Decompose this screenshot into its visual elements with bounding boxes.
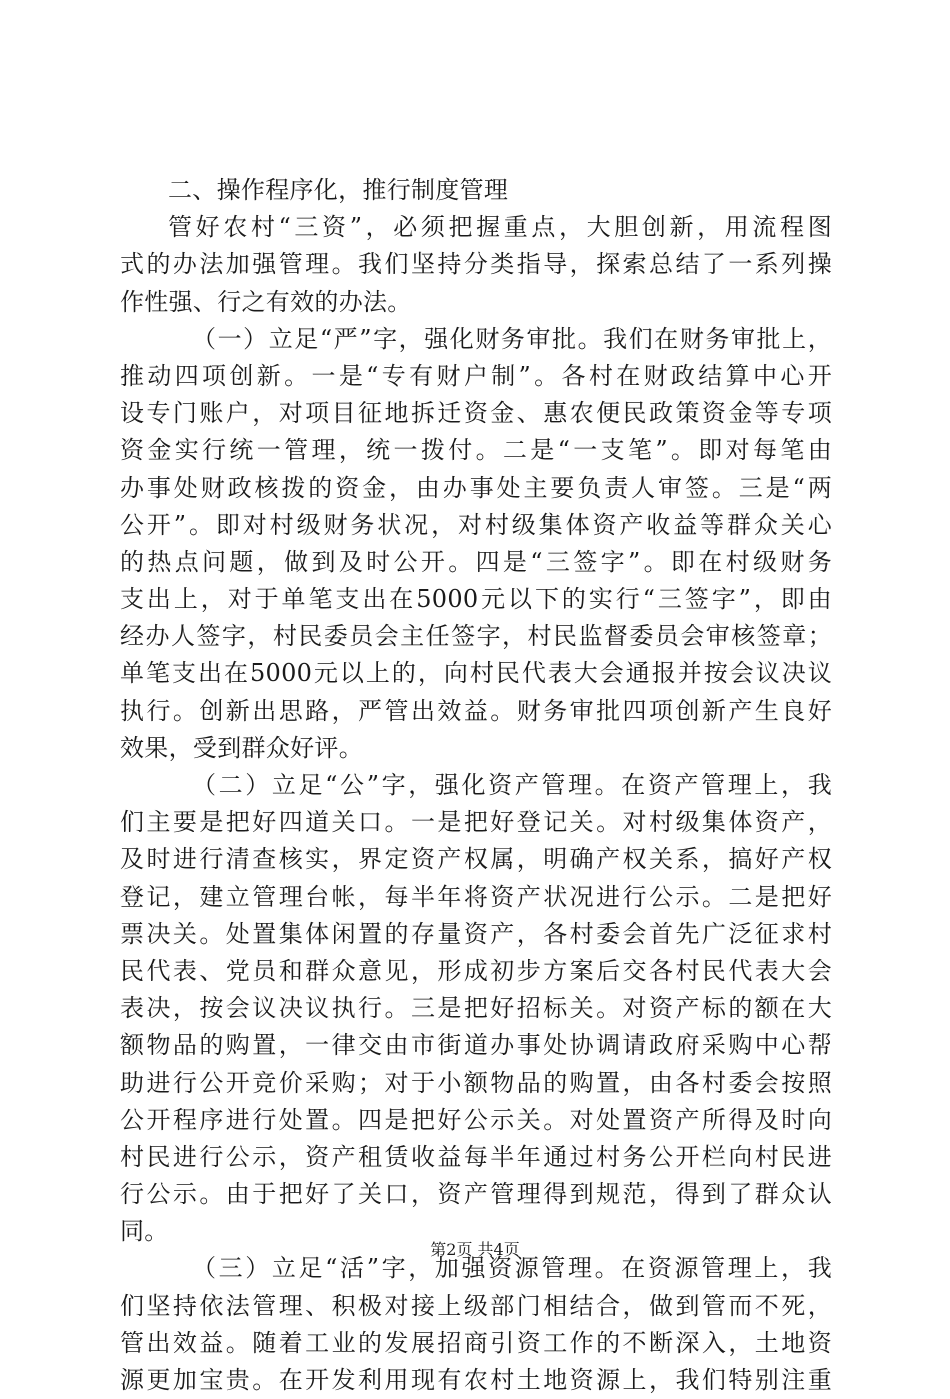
section-heading: 二、操作程序化，推行制度管理 [168, 176, 509, 204]
text-line: 及时进行清查核实，界定资产权属，明确产权关系，搞好产权 [120, 845, 832, 874]
text-line: 资金实行统一管理，统一拨付。二是“一支笔”。即对每笔由 [120, 436, 832, 465]
text-line: （一）立足“严”字，强化财务审批。我们在财务审批上， [192, 324, 832, 353]
text-line: 式的办法加强管理。我们坚持分类指导，探索总结了一系列操 [120, 250, 832, 279]
text-line: 公开程序进行处置。四是把好公示关。对处置资产所得及时向 [120, 1105, 832, 1134]
text-line: 效果，受到群众好评。 [120, 733, 363, 762]
text-line: 设专门账户，对项目征地拆迁资金、惠农便民政策资金等专项 [120, 399, 832, 428]
text-line: 推动四项创新。一是“专有财户制”。各村在财政结算中心开 [120, 361, 832, 390]
text-line: 源更加宝贵。在开发利用现有农村土地资源上，我们特别注重 [120, 1366, 832, 1394]
text-line: 们主要是把好四道关口。一是把好登记关。对村级集体资产， [120, 808, 832, 837]
text-line: 同。 [120, 1217, 169, 1246]
text-line: 办事处财政核拨的资金，由办事处主要负责人审签。三是“两 [120, 473, 832, 502]
text-line: 票决关。处置集体闲置的存量资产，各村委会首先广泛征求村 [120, 919, 832, 948]
text-line: 经办人签字，村民委员会主任签字，村民监督委员会审核签章； [120, 622, 832, 651]
page-number-footer: 第2页 共4页 [430, 1240, 520, 1259]
text-line: （二）立足“公”字，强化资产管理。在资产管理上，我 [192, 771, 832, 799]
text-line: 额物品的购置，一律交由市街道办事处协调请政府采购中心帮 [120, 1031, 832, 1060]
text-line: 民代表、党员和群众意见，形成初步方案后交各村民代表大会 [120, 956, 832, 985]
text-line: 支出上，对于单笔支出在5000元以下的实行“三签字”，即由 [120, 585, 832, 614]
text-line: 助进行公开竞价采购；对于小额物品的购置，由各村委会按照 [120, 1068, 832, 1097]
text-line: 表决，按会议决议执行。三是把好招标关。对资产标的额在大 [120, 994, 832, 1023]
text-line: 管出效益。随着工业的发展招商引资工作的不断深入，土地资 [120, 1328, 832, 1357]
text-line: 登记，建立管理台帐，每半年将资产状况进行公示。二是把好 [120, 882, 832, 911]
text-line: 执行。创新出思路，严管出效益。财务审批四项创新产生良好 [120, 696, 832, 725]
text-line: 管好农村“三资”，必须把握重点，大胆创新，用流程图 [168, 213, 832, 242]
text-line: 公开”。即对村级财务状况，对村级集体资产收益等群众关心 [120, 510, 832, 539]
text-line: 行公示。由于把好了关口，资产管理得到规范，得到了群众认 [120, 1180, 832, 1209]
text-line: 的热点问题，做到及时公开。四是“三签字”。即在村级财务 [120, 547, 832, 576]
text-line: 们坚持依法管理、积极对接上级部门相结合，做到管而不死， [120, 1291, 832, 1320]
text-line: 村民进行公示，资产租赁收益每半年通过村务公开栏向村民进 [120, 1142, 832, 1171]
text-line: 单笔支出在5000元以上的，向村民代表大会通报并按会议决议 [120, 659, 832, 688]
text-line: （三）立足“活”字，加强资源管理。在资源管理上，我 [192, 1254, 832, 1283]
text-line: 作性强、行之有效的办法。 [120, 287, 412, 316]
document-body [120, 172, 832, 1399]
